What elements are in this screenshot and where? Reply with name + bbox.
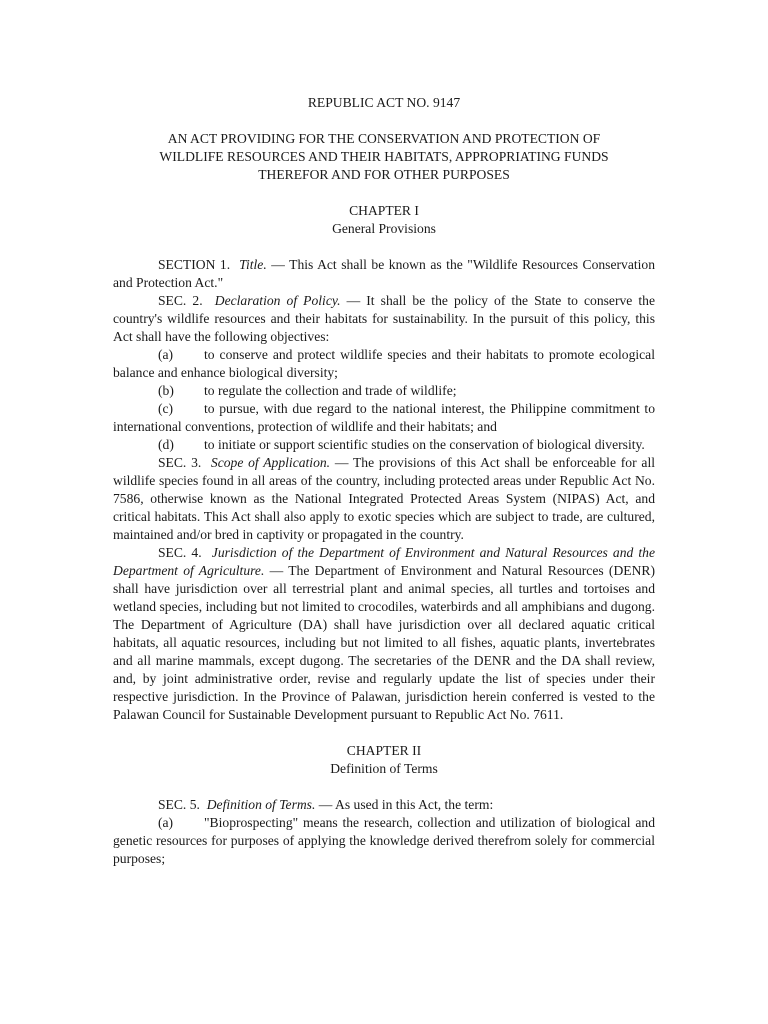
item-label: (c) (158, 401, 174, 416)
section-number: SEC. 3. (158, 455, 202, 470)
section-text: — It shall be the policy of the State to conserve the country's wildlife resources and their habitats for sustainability. In the pursuit of this policy, this Act shall have the following objectives: (113, 293, 656, 344)
section-5 (113, 796, 655, 814)
act-number: REPUBLIC ACT NO. 9147 (307, 95, 461, 110)
list-item (113, 346, 655, 382)
section-1 (113, 256, 655, 292)
section-heading: Jurisdiction of the Department of Environment and Natural Resources and the Department of Agriculture. (113, 545, 655, 578)
item-text: to conserve and protect wildlife species and their habitats to promote ecological balance and enhance biological diversity; (113, 347, 655, 380)
section-text: — As used in this Act, the term: (315, 797, 494, 812)
chapter-label: CHAPTER II (346, 743, 422, 758)
act-title-line: THEREFOR AND FOR OTHER PURPOSES (258, 167, 510, 182)
list-item (113, 814, 655, 868)
list-item (113, 400, 655, 436)
section-2 (113, 292, 655, 346)
section-3 (113, 454, 655, 544)
section-text: — This Act shall be known as the "Wildlife Resources Conservation and Protection Act." (113, 257, 655, 290)
chapter-name: Definition of Terms (330, 761, 438, 776)
act-title-line: WILDLIFE RESOURCES AND THEIR HABITATS, APPROPRIATING FUNDS (159, 149, 609, 164)
item-label: (d) (158, 437, 174, 452)
item-text: "Bioprospecting" means the research, collection and utilization of biological and genetic resources for purposes of applying the knowledge derived therefrom solely for commercial purposes; (113, 815, 655, 866)
document-body (113, 94, 655, 868)
list-item (113, 436, 655, 454)
section-text: — The Department of Environment and Natural Resources (DENR) shall have jurisdiction over all terrestrial plant and animal species, all turtles and tortoises and wetland species, including but not limited to crocodiles, waterbirds and all amphibians and dugong. The Department of Agriculture (DA) shall have jurisdiction over all declared aquatic critical habitats, all aquatic resources, including but not limited to all fishes, aquatic plants, invertebrates and all marine mammals, except dugong. The secretaries of the DENR and the DA shall review, and, by joint administrative order, revise and regularly update the list of species under their respective jurisdiction. In the Province of Palawan, jurisdiction herein conferred is vested to the Palawan Council for Sustainable Development pursuant to Republic Act No. 7611. (113, 563, 655, 722)
section-number: SEC. 5. (158, 797, 200, 812)
item-text: to pursue, with due regard to the national interest, the Philippine commitment to international conventions, protection of wildlife and their habitats; and (113, 401, 655, 434)
section-text: — The provisions of this Act shall be enforceable for all wildlife species found in all areas of the country, including protected areas under Republic Act No. 7586, otherwise known as the National Integrated Protected Areas System (NIPAS) Act, and critical habitats. This Act shall also apply to exotic species which are subject to trade, are cultured, maintained and/or bred in captivity or propagated in the country. (113, 455, 655, 542)
item-label: (b) (158, 383, 174, 398)
list-item (113, 382, 655, 400)
act-title-line: AN ACT PROVIDING FOR THE CONSERVATION AND PROTECTION OF (167, 131, 601, 146)
item-label: (a) (158, 347, 174, 362)
section-heading: Definition of Terms. (206, 797, 316, 812)
section-number: SEC. 2. (158, 293, 203, 308)
section-number: SECTION 1. (158, 257, 231, 272)
chapter-name: General Provisions (332, 221, 436, 236)
section-heading: Declaration of Policy. (214, 293, 341, 308)
section-heading: Title. (239, 257, 267, 272)
section-heading: Scope of Application. (210, 455, 331, 470)
chapter-label: CHAPTER I (349, 203, 419, 218)
act-title (113, 130, 655, 184)
item-text: to initiate or support scientific studies on the conservation of biological diversity. (204, 437, 645, 452)
item-label: (a) (158, 815, 174, 830)
section-number: SEC. 4. (158, 545, 202, 560)
section-4 (113, 544, 655, 724)
item-text: to regulate the collection and trade of wildlife; (204, 383, 457, 398)
